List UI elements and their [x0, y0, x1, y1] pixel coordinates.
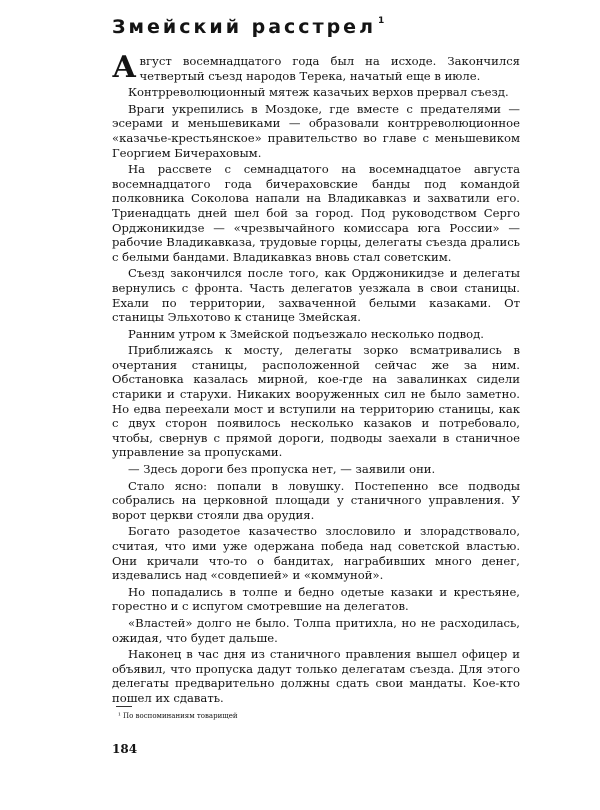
paragraph: Но попадались в толпе и бедно одетые казаки и крестьяне, горестно и с испугом смотревшие на делегатов.: [112, 584, 520, 614]
paragraph: «Властей» долго не было. Толпа притихла, но не расходилась, ожидая, что будет дальше.: [112, 615, 520, 645]
paragraph: Контрреволюционный мятеж казачьих верхов прервал съезд.: [128, 85, 509, 100]
paragraph: На рассвете с семнадцатого на восемнадцатое августа восемнадцатого года бичераховские банды под командой полковника Соколова напали на Владикавказ и захватили его. Триенадцать дней шел бой за город. Под руководством Серго Орджоникидзе — «чрезвычайного комиссара юга России» — рабочие Владикавказа, трудовые горцы, делегаты съезда дрались с белыми бандами. Владикавказ вновь стал советским.: [112, 162, 520, 264]
paragraph-1-text: вгуст восемнадцатого года был на исходе. Закончился четвертый съезд народов Терека, начатый еще в июле.: [139, 54, 520, 83]
chapter-title: [112, 16, 384, 38]
footnote: ¹ По воспоминаниям товарищей: [118, 712, 238, 720]
drop-cap: А: [112, 50, 137, 85]
paragraph: — Здесь дороги без пропуска нет, — заявили они.: [128, 462, 436, 477]
paragraph: Враги укрепились в Моздоке, где вместе с предателями — эсерами и меньшевиками — образовали контрреволюционное «казачье-крестьянское» правительство во главе с меньшевиком Георгием Бичераховым.: [112, 101, 520, 160]
paragraph: Богато разодетое казачество злословило и злорадствовало, считая, что ими уже одержана победа над советской властью. Они кричали что-то о бандитах, награбивших много денег, издевались над «совдепией» и «коммуной».: [112, 524, 520, 583]
footnote-mark: 1: [378, 16, 385, 26]
body-text: [112, 50, 520, 708]
page-number: 184: [112, 742, 138, 756]
paragraph: Наконец в час дня из станичного правления вышел офицер и объявил, что пропуска дадут только делегатам съезда. Для этого делегаты предварительно должны сдать свои мандаты. Кое-кто пошел их сдавать.: [112, 647, 520, 705]
paragraph: Ранним утром к Змейской подъезжало несколько подвод.: [128, 326, 484, 341]
paragraph-1: [112, 50, 520, 85]
chapter-title-text: Змейский расстрел: [112, 16, 376, 38]
paragraph: Стало ясно: попали в ловушку. Постепенно все подводы собрались на церковной площади у станичного управления. У ворот церкви стояли два орудия.: [112, 478, 520, 522]
footnote-rule: [116, 706, 132, 707]
paragraph: Приближаясь к мосту, делегаты зорко всматривались в очертания станицы, расположенной сейчас же за ним. Обстановка казалась мирной, кое-где на завалинках сидели старики и старухи. Никаких вооруженных сил не было заметно. Но едва переехали мост и вступили на территорию станицы, как с двух сторон появилось несколько казаков и потребовало, чтобы, свернув с прямой дороги, подводы заехали в станичное управление за пропусками.: [112, 343, 520, 460]
paragraph: Съезд закончился после того, как Орджоникидзе и делегаты вернулись с фронта. Часть делегатов уезжала в свои станицы. Ехали по территории, захваченной белыми казаками. От станицы Эльхотово к станице Змейская.: [112, 266, 520, 325]
